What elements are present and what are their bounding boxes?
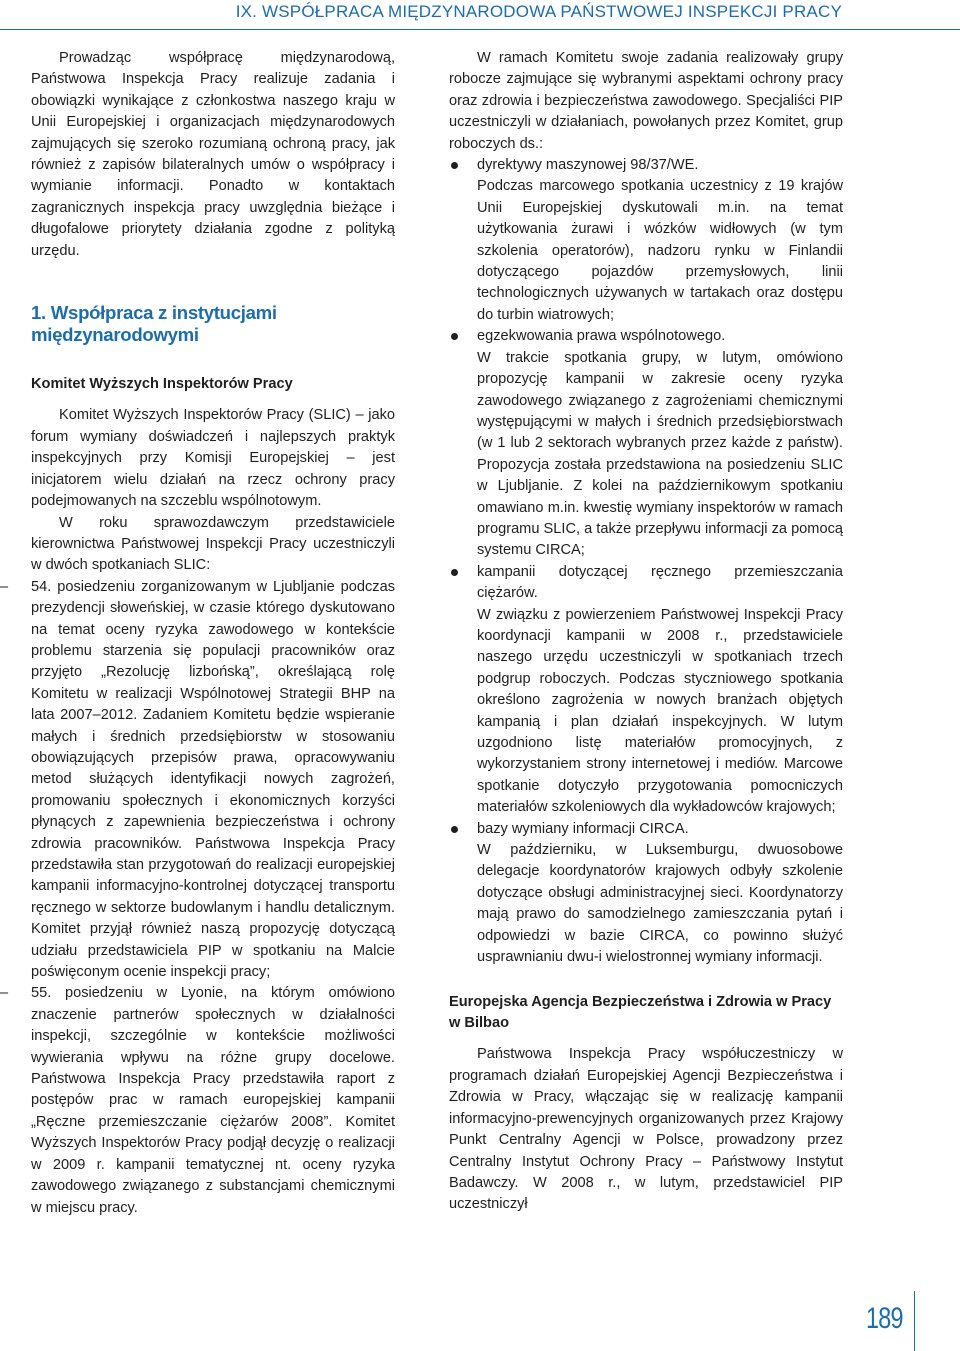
page-number-rule: [914, 1291, 915, 1351]
list-item-text: Podczas marcowego spotkania uczestnicy z 19 krajów Unii Europejskiej dyskutowali m.in. na temat użytkowania żurawi i wózków widłowych (w tym szkolenia operatorów), nadzoru rynku w Finlandii dotyczącego pojazdów przemysłowych, linii technologicznych używanych w tartakach oraz dostępu do turbin wiatrowych;: [477, 178, 843, 323]
list-item-text: W związku z powierzeniem Państwowej Inspekcji Pracy koordynacji kampanii w 2008 r., przedstawiciele naszego urzędu uczestniczyli w spotkaniach trzech podgrup roboczych. Podczas styczniowego spotkania określono zagrożenia w nowych branżach objętych kampanią i plan działań inspekcyjnych. W lutym uzgodniono listę materiałów promocyjnych, z wykorzystaniem strony internetowej i mediów. Marcowe spotkanie dotyczyło przygotowania pomocniczych materiałów szkoleniowych dla wykładowców krajowych;: [477, 606, 843, 816]
slic-meetings-list: [0, 577, 395, 1219]
working-groups-list: [449, 155, 843, 968]
list-item-text: W trakcie spotkania grupy, w lutym, omówiono propozycję kampanii w zakresie oceny ryzyka zawodowego związanego z zagrożeniami chemicznymi występującymi w małych i średnich przedsiębiorstwach (w 1 lub 2 sektorach wybranych przez każde z państw). Propozycja została przedstawiona na posiedzeniu SLIC w Ljubljanie. Z kolei na październikowym spotkaniu omawiano m.in. kwestię wymiany inspektorów w ramach programu SLIC, a także przepływu informacji za pomocą systemu CIRCA;: [477, 349, 843, 559]
working-groups-intro: W ramach Komitetu swoje zadania realizowały grupy robocze zajmujące się wybranymi aspektami ochrony pracy oraz zdrowia i bezpieczeństwa zawodowego. Specjaliści PIP uczestniczyli w działaniach, powołanych przez Komitet, grup roboczych ds.:: [449, 50, 843, 152]
list-item: [449, 562, 843, 819]
slic-paragraph-1: Komitet Wyższych Inspektorów Pracy (SLIC) – jako forum wymiany doświadczeń i najlepszych praktyk inspekcyjnych przy Komisji Europejskiej – jest inicjatorem wielu działań na rzecz ochrony pracy podejmowanych na szczeblu wspólnotowym.: [31, 407, 395, 510]
list-item: [449, 155, 843, 326]
running-header: [0, 2, 960, 28]
subsection-title-slic: Komitet Wyższych Inspektorów Pracy: [31, 376, 293, 393]
list-item-label: kampanii dotyczącej ręcznego przemieszczania ciężarów.: [477, 563, 843, 602]
list-item: [449, 326, 843, 561]
bullet-icon: [451, 569, 458, 576]
dash-bullet: –: [0, 578, 9, 595]
list-item-label: bazy wymiany informacji CIRCA.: [477, 820, 689, 837]
bullet-icon: [451, 333, 458, 340]
list-item-label: egzekwowania prawa wspólnotowego.: [477, 328, 726, 345]
left-column: [0, 48, 395, 1219]
section-title: 1. Współpraca z instytucjami międzynarodowymi: [31, 302, 277, 346]
header-rule: [0, 29, 960, 30]
agency-paragraph: Państwowa Inspekcja Pracy współuczestniczy w programach działań Europejskiej Agencji Bezpieczeństwa i Zdrowia w Pracy, włączając się w realizację kampanii informacyjno-prewencyjnych organizowanych przez Krajowy Punkt Centralny Agencji w Polsce, prowadzony przez Centralny Instytut Ochrony Pracy – Państwowy Instytut Badawczy. W 2008 r., w lutym, przedstawiciel PIP uczestniczył: [449, 1046, 843, 1213]
list-item: [0, 983, 395, 1218]
list-item-text: W październiku, w Luksemburgu, dwuosobowe delegacje koordynatorów krajowych odbyły szkolenie dotyczące obsługi administracyjnej sieci. Koordynatorzy mają prawo do samodzielnego zamieszczania pytań i odpowiedzi w bazie CIRCA, co powinno służyć usprawnianiu dwu-i wielostronnej wymiany informacji.: [477, 842, 843, 966]
bullet-icon: [451, 826, 458, 833]
slic-paragraph-2: W roku sprawozdawczym przedstawiciele kierownictwa Państwowej Inspekcji Pracy uczestniczyli w dwóch spotkaniach SLIC:: [31, 514, 395, 574]
right-column: [449, 48, 843, 1216]
bullet-icon: [451, 162, 458, 169]
subsection-title-agency: Europejska Agencja Bezpieczeństwa i Zdrowia w Pracy w Bilbao: [449, 994, 832, 1032]
page-number: 189: [866, 1302, 903, 1335]
dash-bullet: –: [0, 985, 9, 1002]
list-item-label: dyrektywy maszynowej 98/37/WE.: [477, 157, 699, 174]
list-item: [0, 577, 395, 984]
list-item-text: 55. posiedzeniu w Lyonie, na którym omówiono znaczenie partnerów społecznych w działalności inspekcji, szczególnie w kontekście możliwości wywierania wpływu na różne grupy docelowe. Państwowa Inspekcja Pracy przedstawiła raport z postępów prac w ramach europejskiej kampanii „Ręczne przemieszczanie ciężarów 2008”. Komitet Wyższych Inspektorów Pracy podjął decyzję o realizacji w 2009 r. kampanii tematycznej nt. oceny ryzyka zawodowego związanego z substancjami chemicznymi w miejscu pracy.: [31, 985, 395, 1216]
list-item-text: 54. posiedzeniu zorganizowanym w Ljubljanie podczas prezydencji słoweńskiej, w czasie którego dyskutowano na temat oceny ryzyka zawodowego w kontekście problemu starzenia się populacji pracowników oraz przyjęto „Rezolucję lizbońską”, określającą rolę Komitetu w realizacji Wspólnotowej Strategii BHP na lata 2007–2012. Zadaniem Komitetu będzie wspieranie małych i średnich przedsiębiorstw w stosowaniu obowiązujących przepisów prawa, opracowywaniu metod służących identyfikacji nowych zagrożeń, promowaniu społecznych i ekonomicznych korzyści płynących z zapewnienia bezpieczeństwa i ochrony zdrowia pracowników. Państwowa Inspekcja Pracy przedstawiła stan przygotowań do realizacji europejskiej kampanii informacyjno-kontrolnej dotyczącej transportu ręcznego w sektorze budowlanym i handlu detalicznym. Komitet przyjął również naszą propozycję dotyczącą udziału przedstawiciela PIP w spotkaniu na Malcie poświęconym ocenie inspekcji pracy;: [31, 578, 395, 981]
intro-paragraph: Prowadząc współpracę międzynarodową, Państwowa Inspekcja Pracy realizuje zadania i obowiązki wynikające z członkostwa naszego kraju w Unii Europejskiej i organizacjach międzynarodowych zajmujących się szeroko rozumianą ochroną pracy, jak również z zapisów bilateralnych umów o współpracy i wymianie informacji. Ponadto w kontaktach zagranicznych inspekcja pracy uwzględnia bieżące i długofalowe priorytety działania zgodne z polityką urzędu.: [31, 50, 395, 259]
chapter-title: IX. WSPÓŁPRACA MIĘDZYNARODOWA PAŃSTWOWEJ INSPEKCJI PRACY: [235, 2, 842, 21]
list-item: [449, 819, 843, 969]
